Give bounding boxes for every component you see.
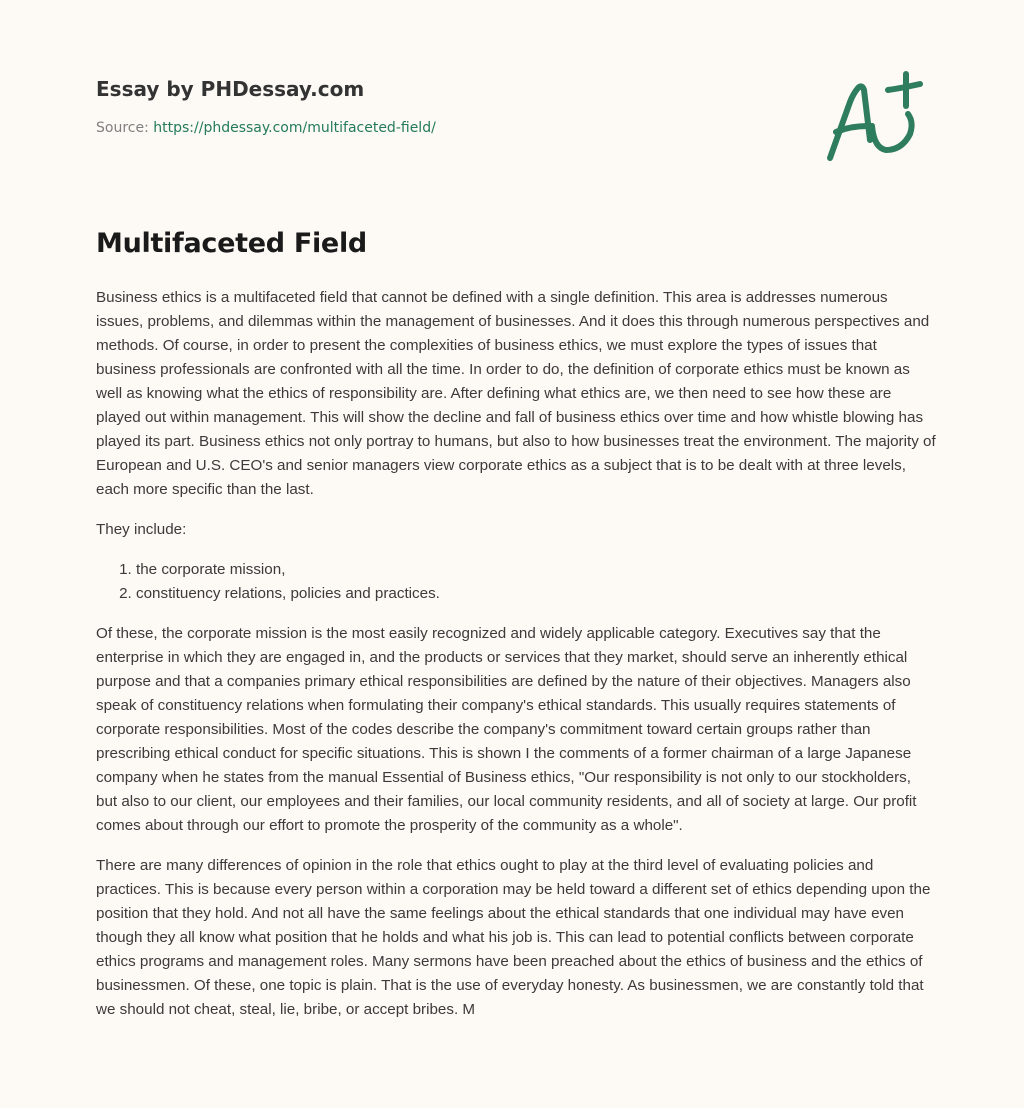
a-plus-grade-icon xyxy=(820,64,930,168)
essay-header xyxy=(96,74,928,138)
paragraph-corporate-mission: Of these, the corporate mission is the most easily recognized and widely applicable category. Executives say that the enterprise in which they are engaged in, and the products or services that they market, should serve an inherently ethical purpose and that a companies primary ethical responsibilities are defined by the nature of their objectives. Managers also speak of constituency relations when formulating their company's ethical standards. This usually requires statements of corporate responsibilities. Most of the codes describe the company's commitment toward certain groups rather than prescribing ethical conduct for specific situations. This is shown I the comments of a former chairman of a large Japanese company when he states from the manual Essential of Business ethics, "Our responsibility is not only to our stockholders, but also to our client, our employees and their families, our local community residents, and all of society at large. Our profit comes about through our effort to promote the prosperity of the community as a whole". xyxy=(96,625,917,834)
page-title: Multifaceted Field xyxy=(96,228,367,259)
source-link[interactable]: https://phdessay.com/multifaceted-field/ xyxy=(153,120,436,136)
essay-article xyxy=(96,222,936,1038)
site-title: Essay by PHDessay.com xyxy=(96,77,365,101)
paragraph-list-lead: They include: xyxy=(96,521,187,538)
list-item: 2. constituency relations, policies and practices. xyxy=(136,582,936,606)
levels-list xyxy=(96,558,936,606)
list-item: 1. the corporate mission, xyxy=(136,558,936,582)
source-line xyxy=(96,118,928,138)
source-label: Source: xyxy=(96,120,149,136)
paragraph-intro: Business ethics is a multifaceted field that cannot be defined with a single definition. This area is addresses numerous issues, problems, and dilemmas within the management of businesses. And it does this through numerous perspectives and methods. Of course, in order to present the complexities of business ethics, we must explore the types of issues that business professionals are confronted with all the time. In order to do, the definition of corporate ethics must be known as well as knowing what the ethics of responsibility are. After defining what ethics are, we then need to see how these are played out within management. This will show the decline and fall of business ethics over time and how whistle blowing has played its part. Business ethics not only portray to humans, but also to how businesses treat the environment. The majority of European and U.S. CEO's and senior managers view corporate ethics as a subject that is to be dealt with at three levels, each more specific than the last. xyxy=(96,289,936,498)
paragraph-differences: There are many differences of opinion in the role that ethics ought to play at the third level of evaluating policies and practices. This is because every person within a corporation may be held toward a different set of ethics depending upon the position that they hold. And not all have the same feelings about the ethical standards that one individual may have even though they all know what position that he holds and what his job is. This can lead to potential conflicts between corporate ethics programs and management roles. Many sermons have been preached about the ethics of business and the ethics of businessmen. Of these, one topic is plain. That is the use of everyday honesty. As businessmen, we are constantly told that we should not cheat, steal, lie, bribe, or accept bribes. M xyxy=(96,857,931,1018)
